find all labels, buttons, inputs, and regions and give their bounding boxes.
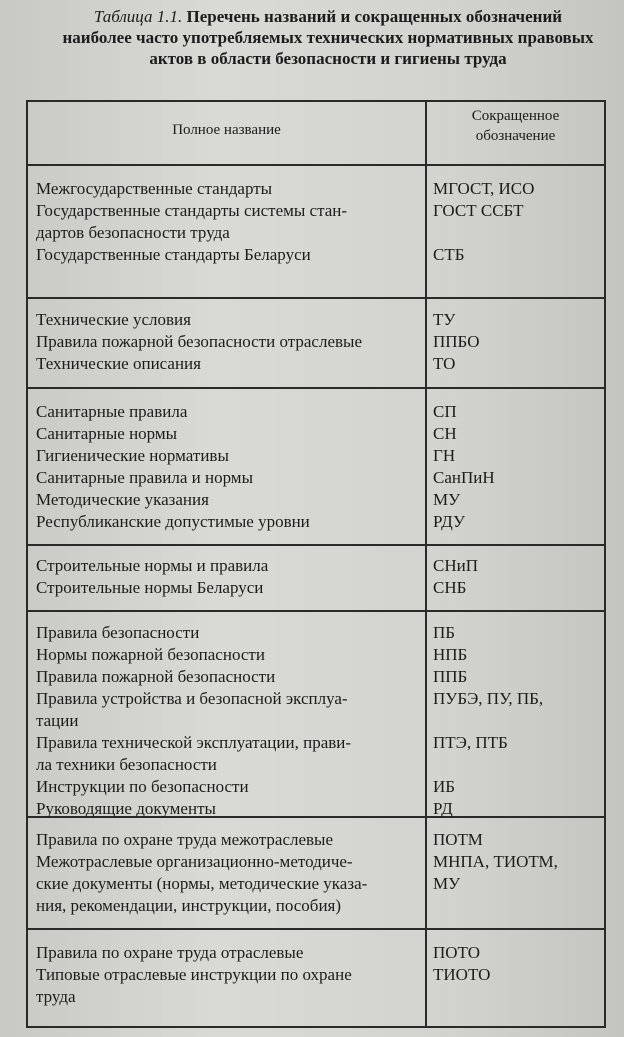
full-name-cell: Правила безопасности Нормы пожарной безопасности Правила пожарной безопасности Правила устройства и безопасной эксплуа- тации Правила технической эксплуатации, прави- ла техники безопасности Инструкции по безопасности Руководящие документы bbox=[36, 623, 352, 818]
full-name-cell: Межгосударственные стандарты Государственные стандарты системы стан- дартов безопасности труда Государственные стандарты Беларуси bbox=[36, 179, 348, 264]
table-row-group bbox=[28, 166, 604, 299]
full-name-cell: Правила по охране труда отраслевые Типовые отраслевые инструкции по охране труда bbox=[36, 943, 352, 1006]
table-row-group bbox=[28, 612, 604, 818]
table-row-group bbox=[28, 930, 604, 1026]
header-abbreviation: Сокращенное обозначение bbox=[471, 108, 560, 144]
abbreviation-cell: ПБ НПБ ППБ ПУБЭ, ПУ, ПБ, ПТЭ, ПТБ ИБ РД bbox=[433, 623, 544, 818]
abbreviation-cell: ПОТМ МНПА, ТИОТМ, МУ bbox=[433, 830, 558, 893]
full-name-cell: Правила по охране труда межотраслевые Межотраслевые организационно-методиче- ские документы (нормы, методические указа- ния, рекомендации, инструкции, пособия) bbox=[36, 830, 368, 915]
table-row-group bbox=[28, 546, 604, 612]
abbreviation-cell: СП СН ГН СанПиН МУ РДУ bbox=[433, 402, 495, 531]
abbreviation-cell: ПОТО ТИОТО bbox=[433, 943, 491, 984]
full-name-cell: Технические условия Правила пожарной безопасности отраслевые Технические описания bbox=[36, 310, 362, 373]
norms-table bbox=[26, 100, 606, 1028]
table-row-group bbox=[28, 818, 604, 930]
table-title: Перечень названий и сокращенных обозначений наиболее часто употребляемых технических нормативных правовых актов в области безопасности и гигиены труда bbox=[62, 7, 594, 68]
abbreviation-cell: СНиП СНБ bbox=[433, 556, 478, 597]
abbreviation-cell: ТУ ППБО ТО bbox=[433, 310, 480, 373]
header-full-name: Полное название bbox=[172, 122, 281, 138]
table-row-group bbox=[28, 299, 604, 389]
table-number: Таблица 1.1. bbox=[93, 7, 183, 26]
full-name-cell: Строительные нормы и правила Строительные нормы Беларуси bbox=[36, 556, 269, 597]
table-row-group bbox=[28, 389, 604, 546]
table-header bbox=[28, 102, 604, 166]
table-caption bbox=[58, 6, 598, 69]
full-name-cell: Санитарные правила Санитарные нормы Гигиенические нормативы Санитарные правила и нормы Методические указания Республиканские допустимые уровни bbox=[36, 402, 310, 531]
abbreviation-cell: МГОСТ, ИСО ГОСТ ССБТ СТБ bbox=[433, 179, 535, 264]
